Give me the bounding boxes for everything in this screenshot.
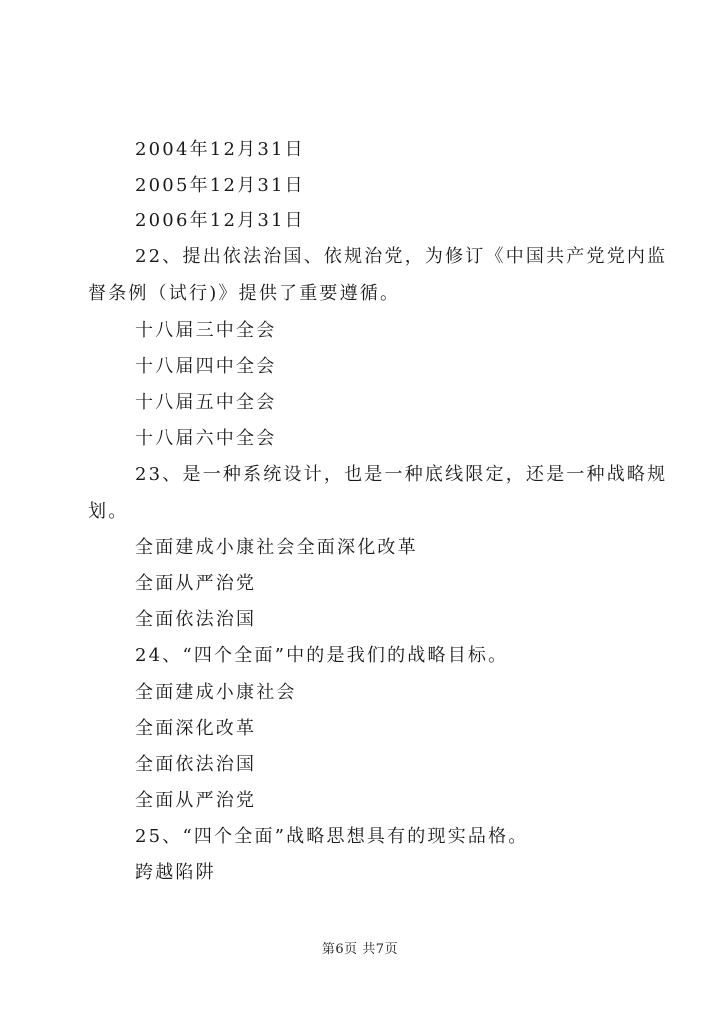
option-text: 十八届四中全会 — [135, 356, 277, 377]
option-text: 跨越陷阱 — [135, 862, 216, 883]
option-text: 全面依法治国 — [135, 609, 257, 630]
option-text: 全面建成小康社会 — [135, 682, 297, 703]
question-text: 25、“四个全面”战略思想具有的现实品格。 — [135, 826, 529, 847]
question-text: 23、是一种系统设计，也是一种底线限定，还是一种战略规 — [135, 464, 668, 485]
question-text: 22、提出依法治国、依规治党，为修订《中国共产党党内监 — [135, 246, 668, 267]
page-number-footer: 第6页 共7页 — [321, 942, 399, 957]
option-text: 全面建成小康社会全面深化改革 — [135, 537, 418, 558]
question-text-continued: 划。 — [88, 501, 129, 522]
option-text: 十八届五中全会 — [135, 392, 277, 413]
option-text: 2005年12月31日 — [135, 175, 305, 196]
option-text: 全面从严治党 — [135, 573, 257, 594]
option-text: 全面深化改革 — [135, 718, 257, 739]
option-text: 全面从严治党 — [135, 790, 257, 811]
option-text: 十八届三中全会 — [135, 320, 277, 341]
option-text: 2006年12月31日 — [135, 210, 305, 231]
question-text: 24、“四个全面”中的是我们的战略目标。 — [135, 645, 509, 666]
option-text: 十八届六中全会 — [135, 428, 277, 449]
option-text: 2004年12月31日 — [135, 139, 305, 160]
option-text: 全面依法治国 — [135, 754, 257, 775]
question-text-continued: 督条例（试行)》提供了重要遵循。 — [88, 283, 401, 304]
